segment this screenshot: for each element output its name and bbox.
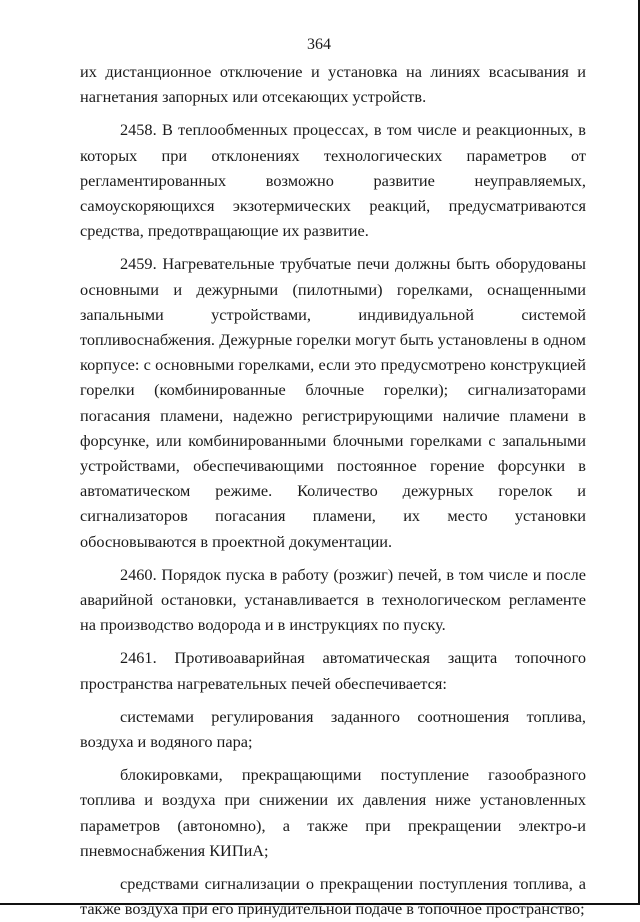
list-item-regulation: системами регулирования заданного соотношения топлива, воздуха и водяного пара; — [80, 706, 586, 752]
paragraph-2461: 2461. Противоаварийная автоматическая защита топочного пространства нагревательных печей обеспечивается: — [80, 648, 586, 693]
paragraph-continuation: их дистанционное отключение и установка на линиях всасывания и нагнетания запорных или отсекающих устройств. — [80, 62, 586, 107]
page-number: 364 — [307, 36, 331, 53]
document-body — [80, 59, 586, 922]
paragraph-2458: 2458. В теплообменных процессах, в том числе и реакционных, в которых при отклонениях технологических параметров от регламентированных возможно развитие неуправляемых, самоускоряющихся экзотермических реакций, предусматриваются средства, предотвращающие их развитие. — [80, 120, 586, 241]
list-item-interlocks: блокировками, прекращающими поступление газообразного топлива и воздуха при снижении их давления ниже установленных параметров (автономно), а также при прекращении электро-и пневмоснабжения КИПиА; — [80, 765, 586, 860]
paragraph-2460: 2460. Порядок пуска в работу (розжиг) печей, в том числе и после аварийной остановки, устанавливается в технологическом регламенте на производство водорода и в инструкциях по пуску. — [80, 564, 586, 635]
paragraph-2459: 2459. Нагревательные трубчатые печи должны быть оборудованы основными и дежурными (пилотными) горелками, оснащенными запальными устройствами, индивидуальной системой топливоснабжения. Дежурные горелки могут быть установлены в одном корпусе: с основными горелками, если это предусмотрено конструкцией горелки (комбинированные блочные горелки); сигнализаторами погасания пламени, надежно регистрирующими наличие пламени в форсунке, или комбинированными блочными горелками с запальными устройствами, обеспечивающими постоянное горение форсунки в автоматическом режиме. Количество дежурных горелок и сигнализаторов погасания пламени, их место установки обосновываются в проектной документации. — [80, 254, 586, 551]
list-item-signaling: средствами сигнализации о прекращении поступления топлива, а также воздуха при его принудительной подаче в топочное пространство; — [80, 874, 586, 919]
